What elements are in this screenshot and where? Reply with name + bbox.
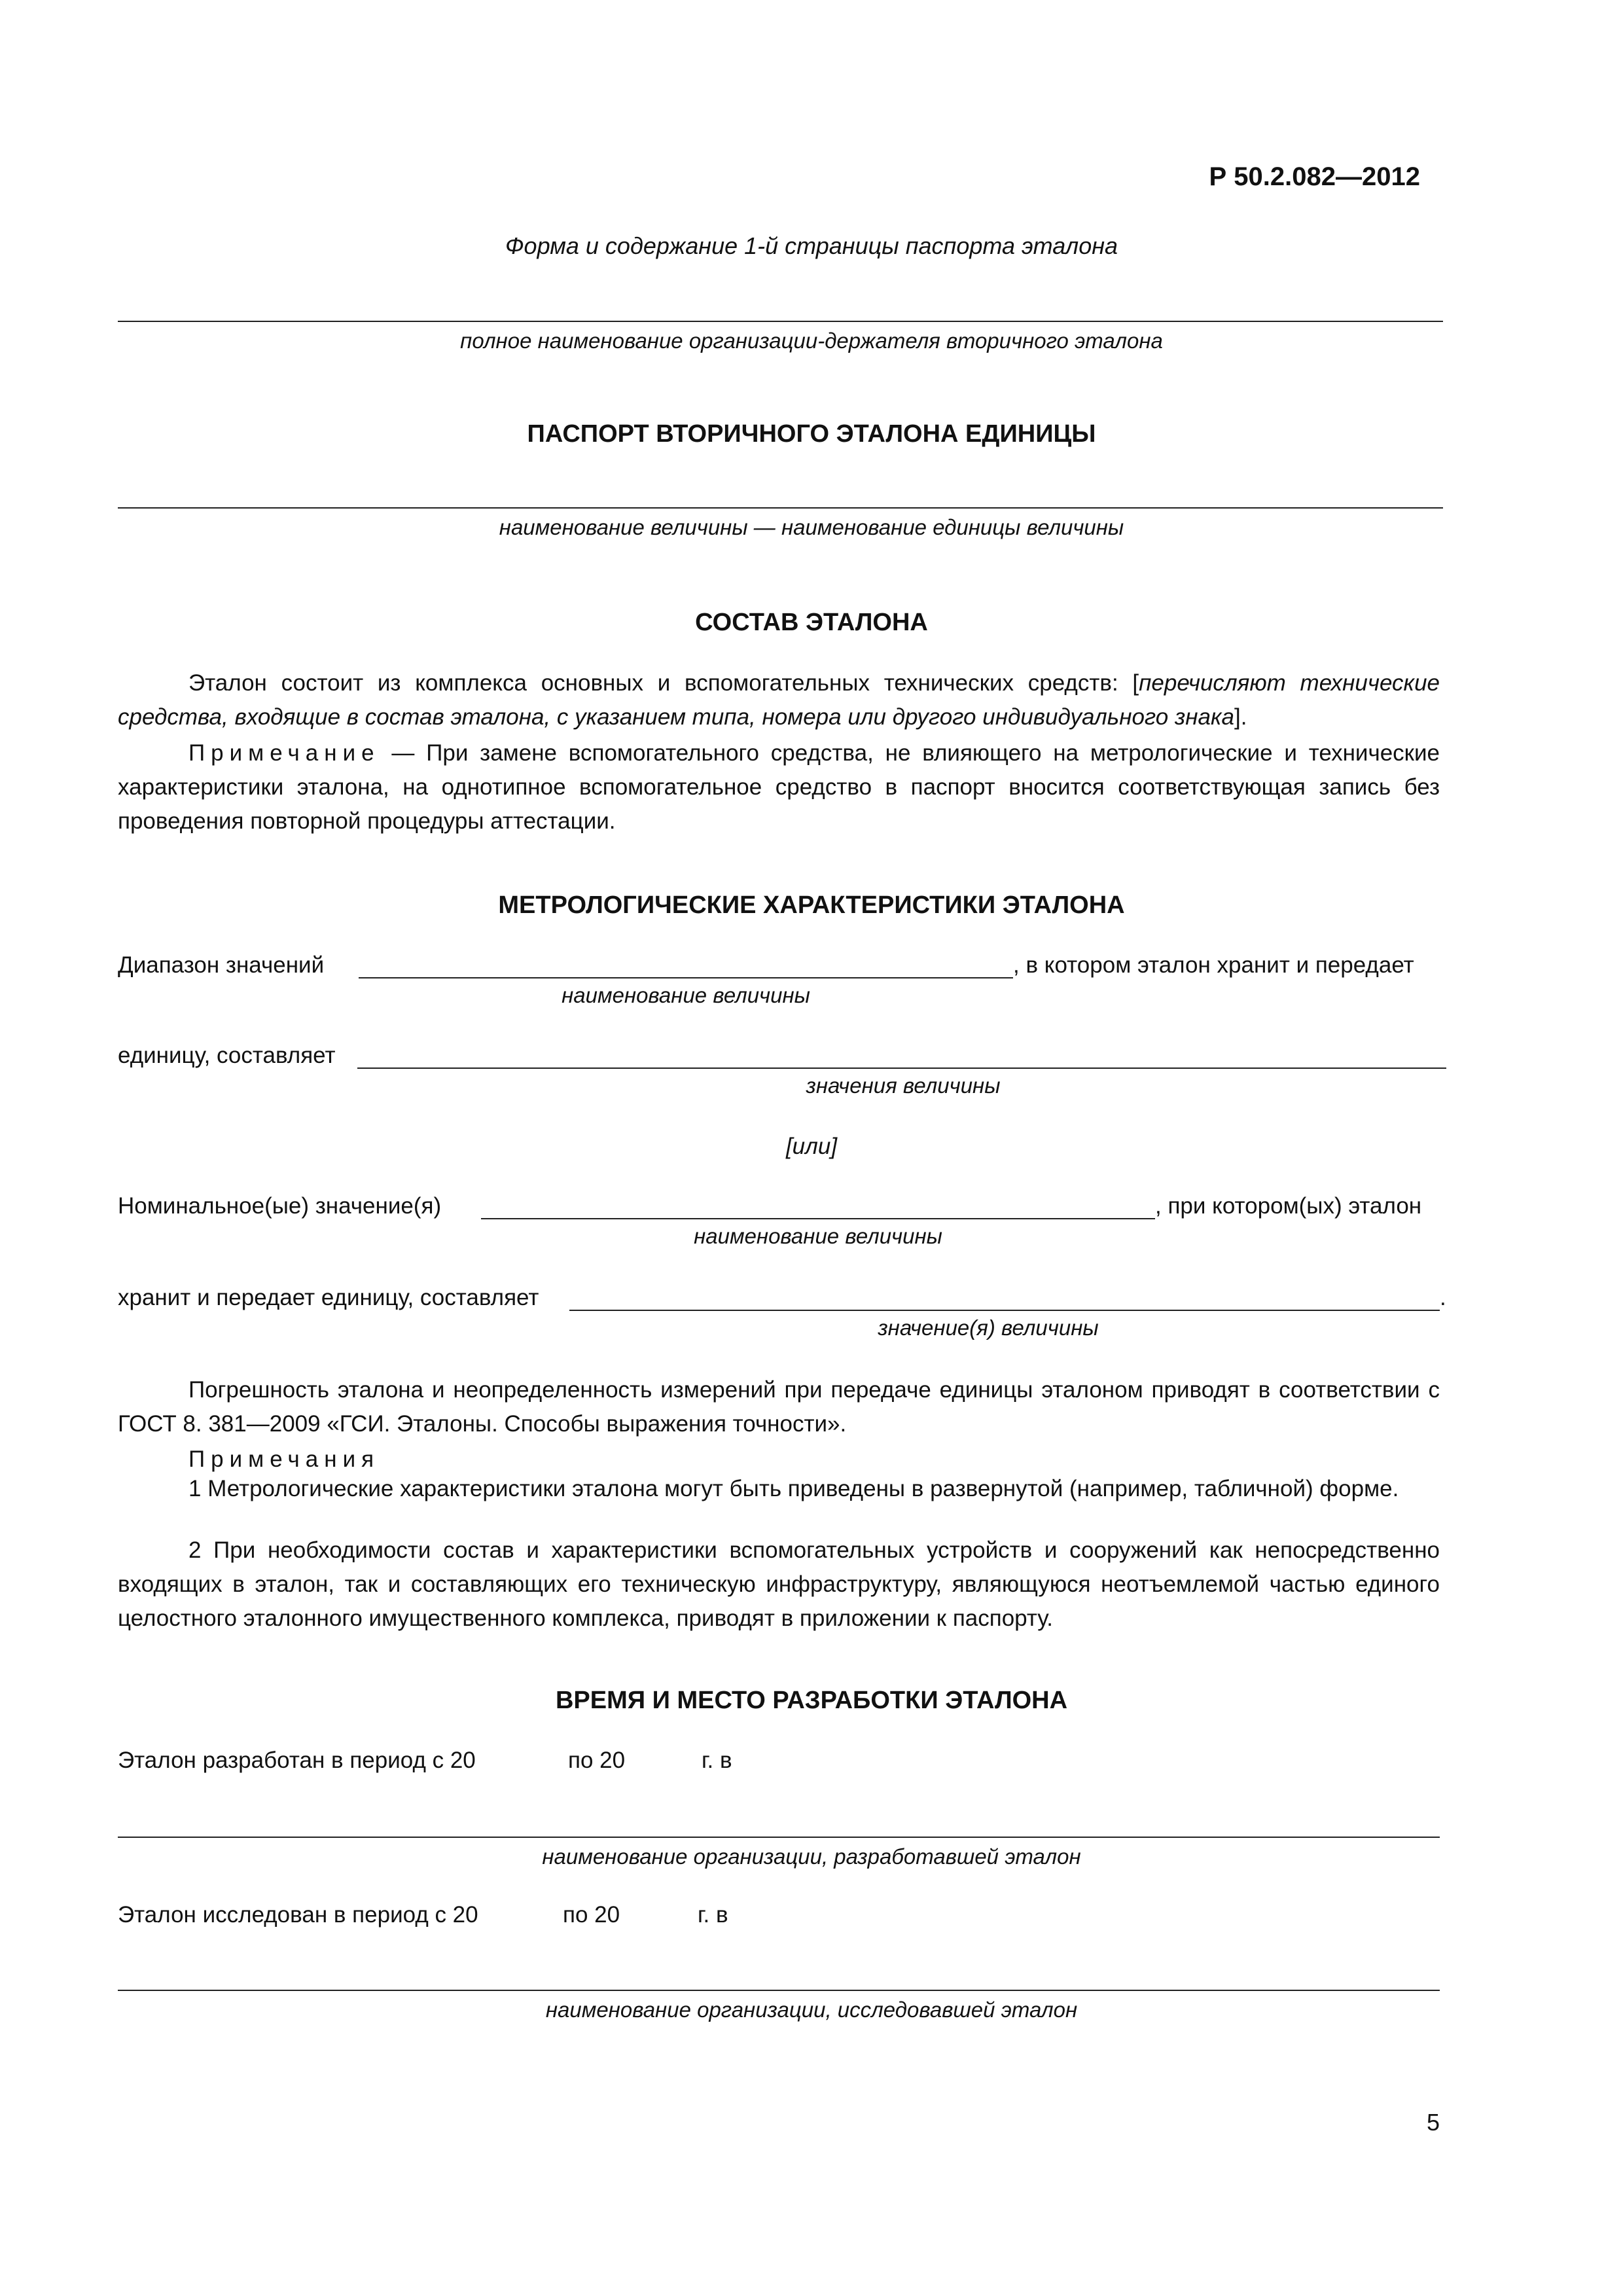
researched-org-line[interactable] xyxy=(118,1990,1440,1991)
page-number: 5 xyxy=(1427,2109,1440,2136)
composition-heading: СОСТАВ ЭТАЛОНА xyxy=(695,609,928,636)
note-label: Примечание xyxy=(188,740,380,766)
developed-label: Эталон разработан в период с 20 xyxy=(118,1748,476,1773)
or-text: [или] xyxy=(785,1134,838,1159)
org-holder-line xyxy=(118,321,1443,322)
unit-label: единицу, составляет xyxy=(118,1043,336,1068)
error-paragraph: Погрешность эталона и неопределенность измерений при передаче единицы эталоном приводят в соответствии с ГОСТ 8. 381—2009 «ГСИ. Эталоны. Способы выражения точности». xyxy=(118,1377,1440,1437)
quantity-unit-caption: наименование величины — наименование единицы величины xyxy=(499,515,1124,539)
metrology-notes-label: Примечания xyxy=(188,1446,380,1472)
range-label: Диапазон значений xyxy=(118,952,325,978)
range-caption: наименование величины xyxy=(562,983,810,1007)
researched-label: Эталон исследован в период с 20 xyxy=(118,1902,478,1928)
researched-po: по 20 xyxy=(563,1902,620,1928)
unit-field-line[interactable] xyxy=(357,1067,1446,1069)
keeps-end: . xyxy=(1440,1285,1446,1310)
org-holder-caption: полное наименование организации-держателя вторичного эталона xyxy=(460,329,1163,353)
passport-title: ПАСПОРТ ВТОРИЧНОГО ЭТАЛОНА ЕДИНИЦЫ xyxy=(527,420,1096,448)
range-field-line[interactable] xyxy=(359,977,1013,978)
keeps-caption: значение(я) величины xyxy=(878,1316,1099,1340)
nominal-caption: наименование величины xyxy=(694,1224,942,1248)
nominal-suffix: , при котором(ых) эталон xyxy=(1155,1193,1422,1219)
keeps-label: хранит и передает единицу, составляет xyxy=(118,1285,539,1310)
developed-po: по 20 xyxy=(568,1748,626,1773)
researched-org-caption: наименование организации, исследовавшей эталон xyxy=(545,1998,1078,2022)
researched-g: г. в xyxy=(698,1902,728,1928)
nominal-field-line[interactable] xyxy=(481,1218,1155,1219)
unit-caption: значения величины xyxy=(806,1073,1001,1098)
metrology-note-1: 1 Метрологические характеристики эталона могут быть приведены в развернутой (например, табличной) форме. xyxy=(188,1476,1399,1501)
developed-org-line[interactable] xyxy=(118,1837,1440,1838)
developed-org-caption: наименование организации, разработавшей эталон xyxy=(542,1844,1081,1869)
composition-italic-text: перечисляют технические средства, входящие в состав эталона, с указанием типа, номера или другого индивидуального знака xyxy=(118,670,1440,730)
composition-text: Эталон состоит из комплекса основных и вспомогательных технических средств: [ xyxy=(188,670,1139,696)
keeps-field-line[interactable] xyxy=(569,1310,1440,1311)
form-title: Форма и содержание 1-й страницы паспорта эталона xyxy=(505,232,1118,259)
quantity-unit-line xyxy=(118,507,1443,509)
developed-g: г. в xyxy=(702,1748,732,1773)
time-place-heading: ВРЕМЯ И МЕСТО РАЗРАБОТКИ ЭТАЛОНА xyxy=(555,1687,1068,1714)
document-code: Р 50.2.082—2012 xyxy=(1209,162,1420,191)
composition-text-end: ]. xyxy=(1234,704,1247,730)
range-suffix: , в котором эталон хранит и передает xyxy=(1013,952,1414,978)
composition-paragraph xyxy=(118,666,1440,734)
metrology-heading: МЕТРОЛОГИЧЕСКИЕ ХАРАКТЕРИСТИКИ ЭТАЛОНА xyxy=(498,891,1125,919)
composition-note xyxy=(118,736,1440,838)
metrology-note-2: 2 При необходимости состав и характеристики вспомогательных устройств и сооружений как непосредственно входящих в эталон, так и составляющих его техническую инфраструктуру, являющуюся неотъемлемой частью единого целостного эталонного имущественного комплекса, приводят в приложении к паспорту. xyxy=(118,1537,1440,1631)
note-text: — При замене вспомогательного средства, не влияющего на метрологические и технические характеристики эталона, на однотипное вспомогательное средство в паспорт вносится соответствующая запись без проведения повторной процедуры аттестации. xyxy=(118,740,1440,834)
nominal-label: Номинальное(ые) значение(я) xyxy=(118,1193,442,1219)
